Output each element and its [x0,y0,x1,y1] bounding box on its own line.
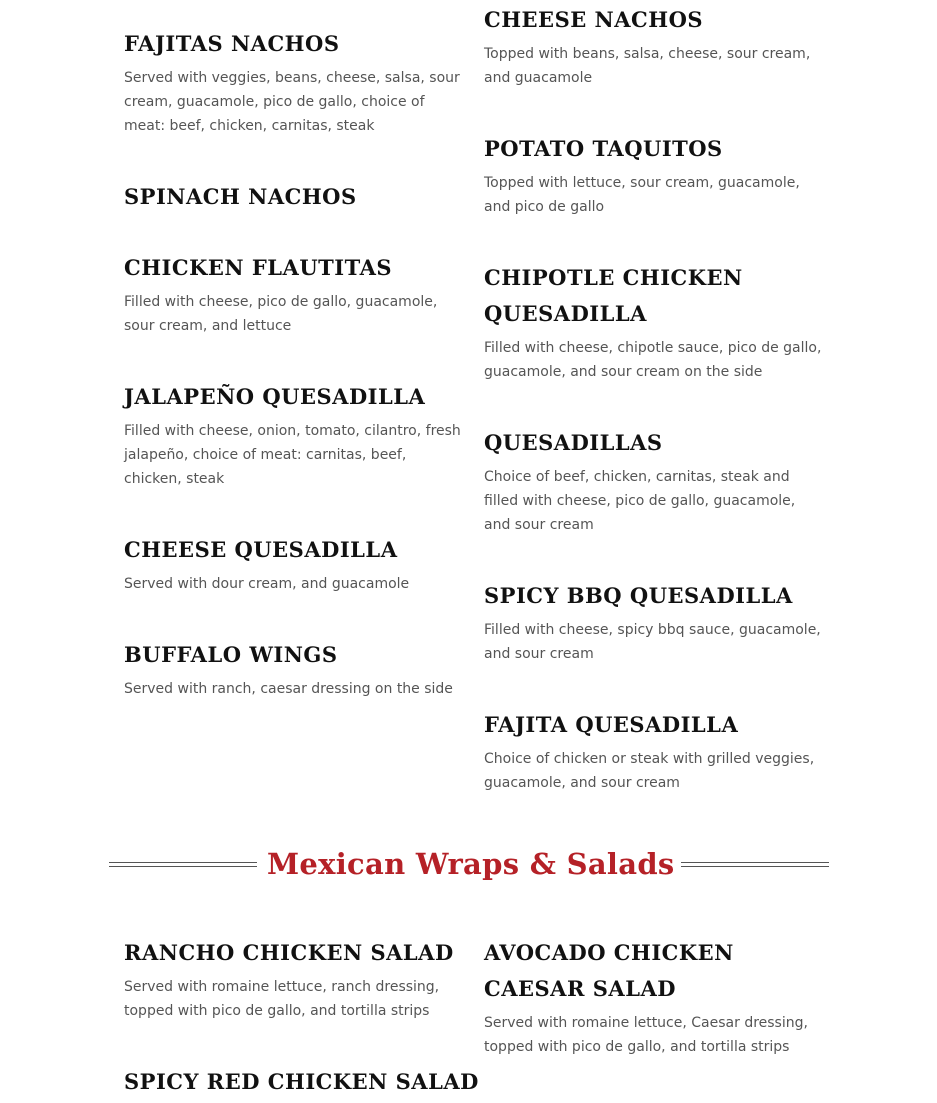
menu-item-name: CHIPOTLE CHICKEN QUESADILLA [484,265,743,326]
menu-item-name: FAJITA QUESADILLA [484,712,739,737]
section-heading [109,842,829,886]
section-title: Mexican Wraps & Salads [267,847,675,881]
menu-item [124,935,464,1023]
decorative-rule-right [681,862,829,867]
menu-item-name: FAJITAS NACHOS [124,31,340,56]
menu-item [124,26,464,138]
menu-item-name: AVOCADO CHICKEN CAESAR SALAD [484,940,734,1001]
menu-item-name: JALAPEÑO QUESADILLA [124,384,426,409]
menu-item-name: QUESADILLAS [484,430,663,455]
menu-item-description: Choice of chicken or steak with grilled veggies, guacamole, and sour cream [484,751,815,791]
menu-item-name: SPINACH NACHOS [124,184,357,209]
menu-item-description: Filled with cheese, pico de gallo, guacamole, sour cream, and lettuce [124,294,438,334]
menu-item-description: Filled with cheese, onion, tomato, cilantro, fresh jalapeño, choice of meat: carnitas, beef, chicken, steak [124,423,461,487]
menu-item [124,637,464,701]
menu-item [124,250,464,338]
menu-item [484,260,824,384]
menu-item-description: Served with veggies, beans, cheese, salsa, sour cream, guacamole, pico de gallo, choice of meat: beef, chicken, carnitas, steak [124,70,460,134]
menu-item-name: RANCHO CHICKEN SALAD [124,940,454,965]
menu-item [484,425,824,537]
menu-item-name: BUFFALO WINGS [124,642,338,667]
menu-item-description: Filled with cheese, chipotle sauce, pico de gallo, guacamole, and sour cream on the side [484,340,822,380]
menu-item-description: Served with romaine lettuce, Caesar dressing, topped with pico de gallo, and tortilla strips [484,1015,808,1055]
menu-item-description: Topped with lettuce, sour cream, guacamole, and pico de gallo [484,175,800,215]
menu-item-description: Choice of beef, chicken, carnitas, steak and filled with cheese, pico de gallo, guacamole, and sour cream [484,469,796,533]
menu-item-description: Served with romaine lettuce, ranch dressing, topped with pico de gallo, and tortilla strips [124,979,440,1019]
menu-item-name: SPICY RED CHICKEN SALAD [124,1069,479,1094]
menu-item [484,578,824,666]
menu-item-name: CHEESE NACHOS [484,7,704,32]
menu-item [124,532,464,596]
menu-item [484,131,824,219]
menu-item-name: CHEESE QUESADILLA [124,537,398,562]
menu-item-description: Topped with beans, salsa, cheese, sour cream, and guacamole [484,46,811,86]
menu-item [484,2,824,90]
menu-item-name: POTATO TAQUITOS [484,136,723,161]
menu-item [484,935,824,1059]
decorative-rule-left [109,862,257,867]
menu-item [484,707,824,795]
menu-item-description: Served with ranch, caesar dressing on the side [124,681,453,697]
menu-item-name: CHICKEN FLAUTITAS [124,255,393,280]
menu-item-description: Filled with cheese, spicy bbq sauce, guacamole, and sour cream [484,622,821,662]
menu-item [124,179,464,215]
menu-item-name: SPICY BBQ QUESADILLA [484,583,793,608]
menu-item-description: Served with dour cream, and guacamole [124,576,410,592]
menu-item [124,379,464,491]
menu-item [124,1064,479,1100]
